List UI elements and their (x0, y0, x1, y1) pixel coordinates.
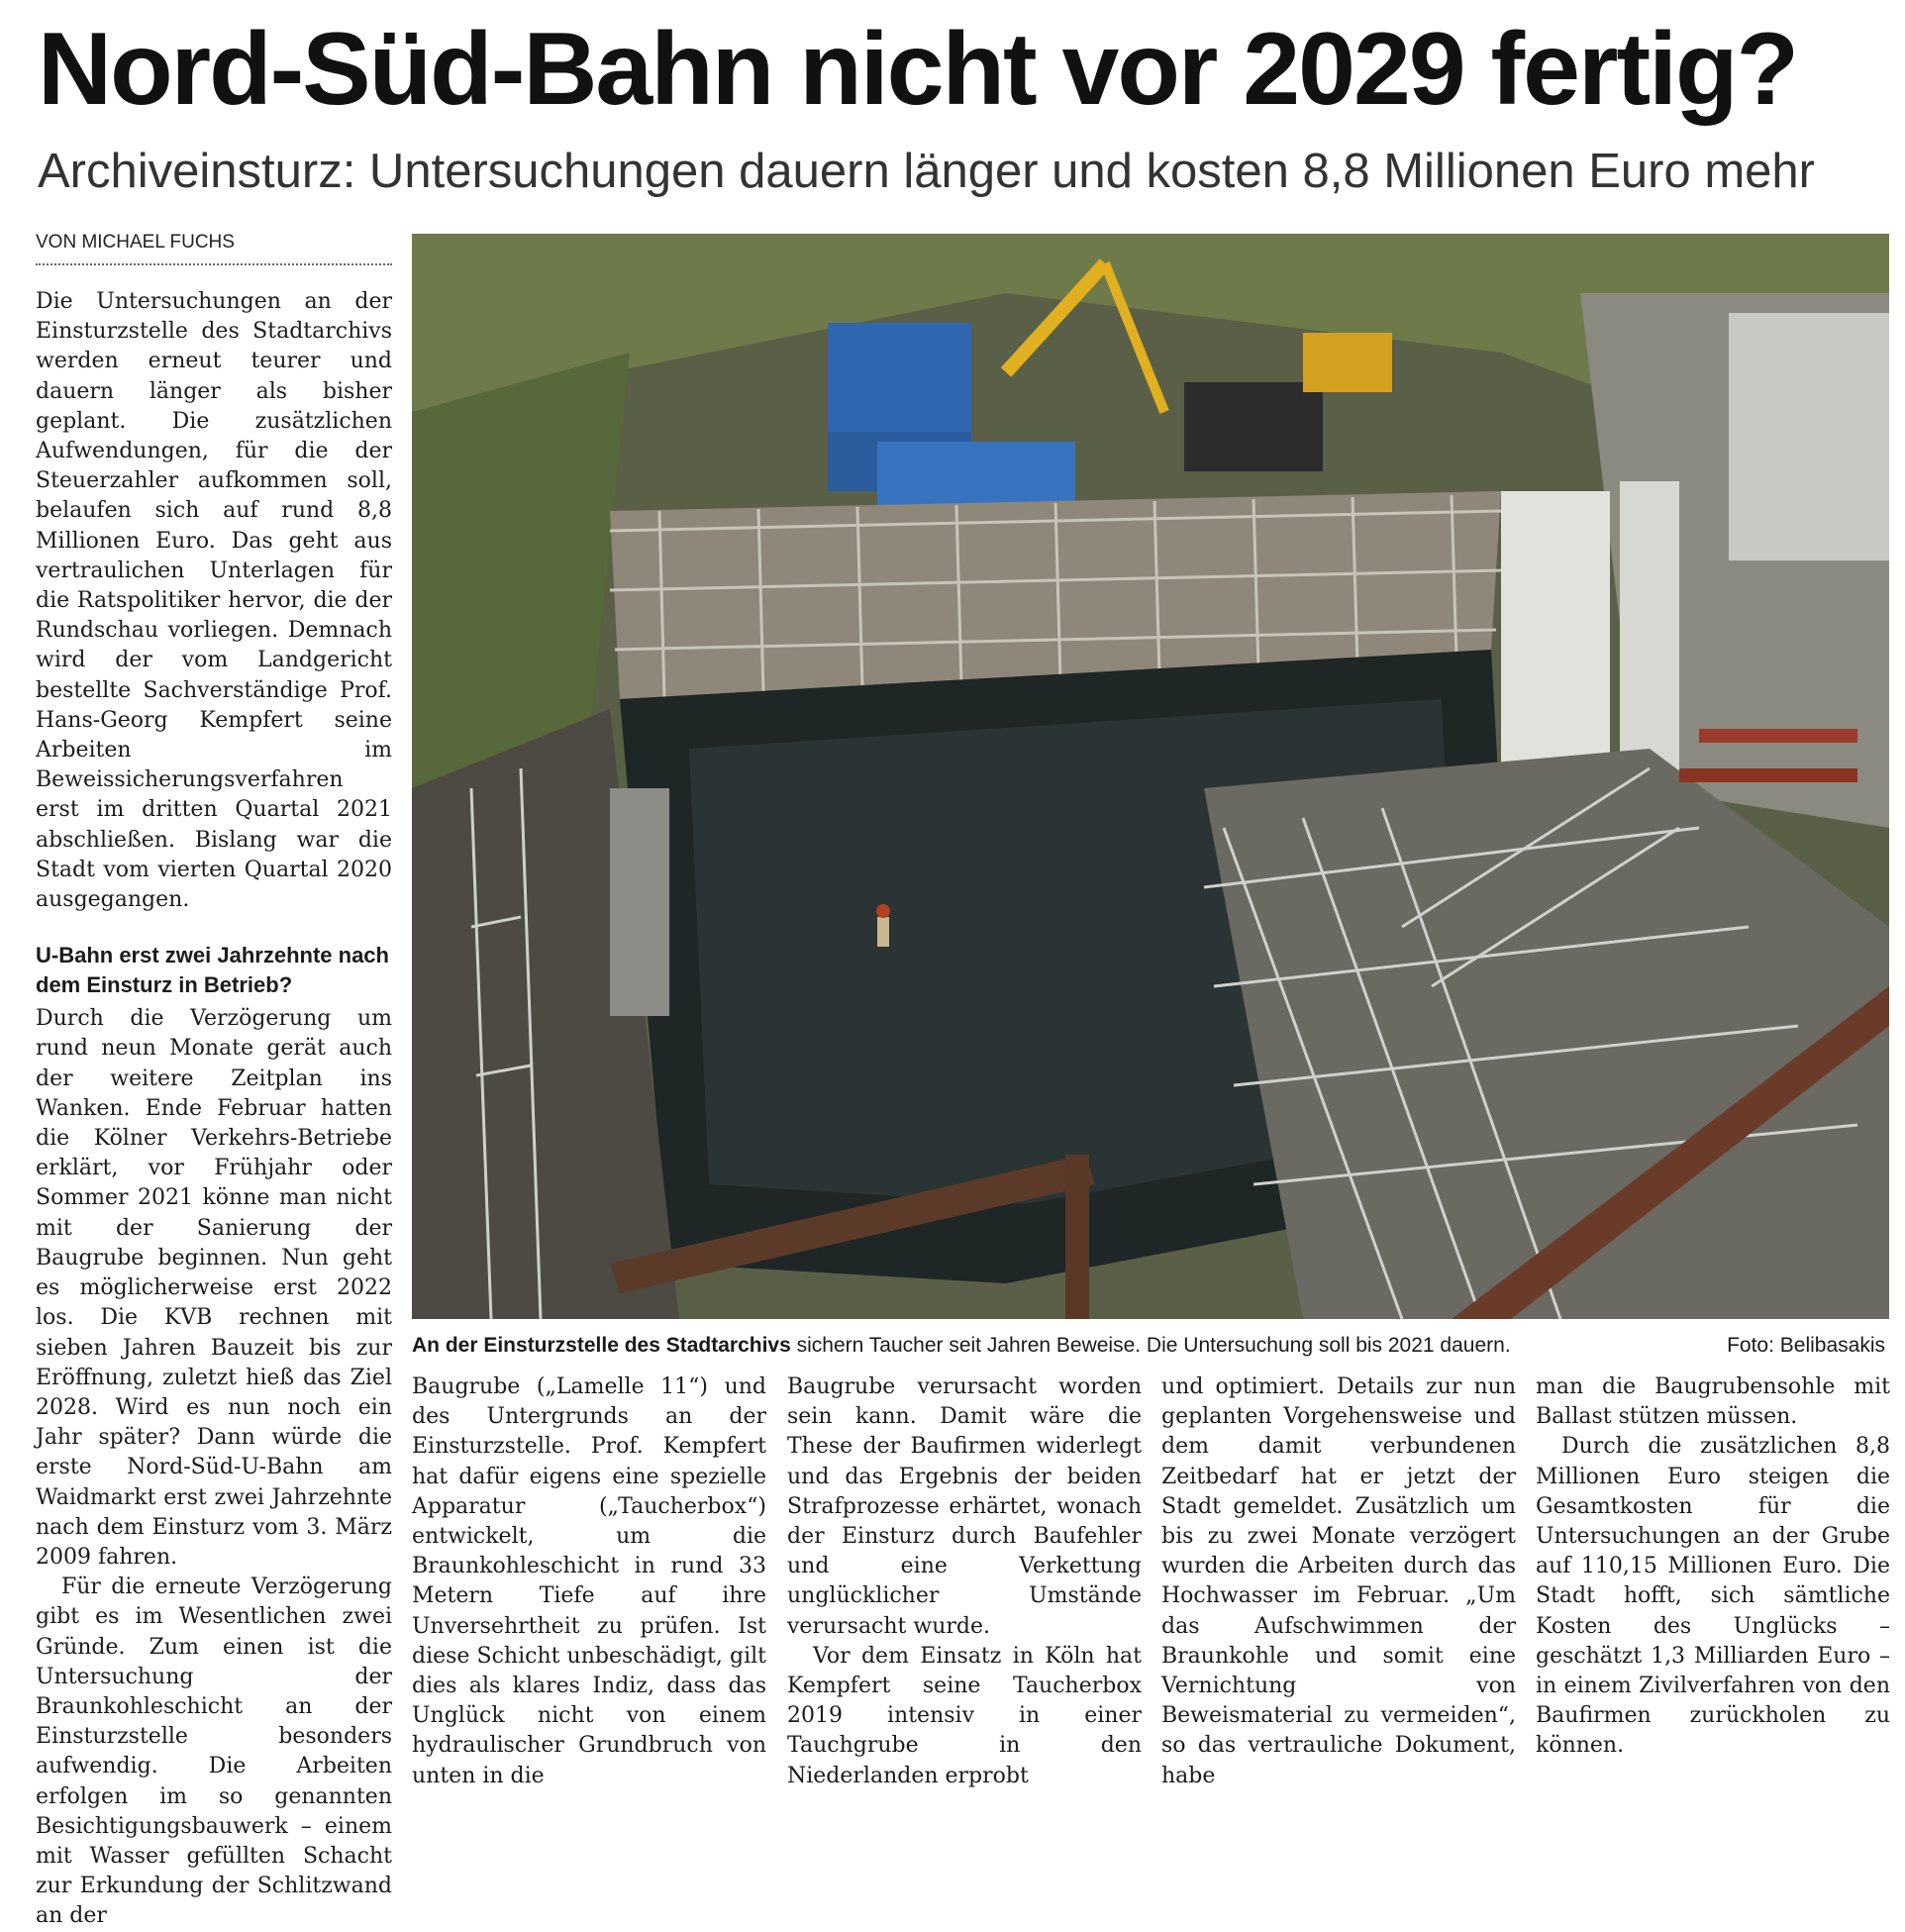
byline: VON MICHAEL FUCHS (36, 230, 392, 265)
article-column-3 (787, 1373, 1142, 1791)
photo-caption (412, 1331, 1889, 1361)
article-column-4 (1161, 1373, 1516, 1791)
article-paragraph: Für die erneute Verzögerung gibt es im Wesentlichen zwei Gründe. Zum einen ist die Untersuchung der Braunkohleschicht an der Einsturzstelle besonders aufwendig. Die Arbeiten erfolgen im so genannten Besichtigungsbauwerk – einem mit Wasser gefüllten Schacht zur Erkundung der Schlitzwand an der (36, 1575, 392, 1929)
article-paragraph: Baugrube („Lamelle 11“) und des Untergrunds an der Einsturzstelle. Prof. Kempfert hat dafür eigens eine spezielle Apparatur („Taucherbox“) entwickelt, um die Braunkohleschicht in rund 33 Metern Tiefe auf ihre Unversehrtheit zu prüfen. Ist diese Schicht unbeschädigt, gilt dies als klares Indiz, dass das Unglück nicht von einem hydraulischer Grundbruch von unten in die (412, 1374, 766, 1788)
article-paragraph: Durch die Verzögerung um rund neun Monate gerät auch der weitere Zeitplan ins Wanken. Ende Februar hatten die Kölner Verkehrs-Betriebe erklärt, vor Frühjahr oder Sommer 2021 könne man nicht mit der Sanierung der Baugrube beginnen. Nun geht es möglicherweise erst 2022 los. Die KVB rechnen mit sieben Jahren Bauzeit bis zur Eröffnung, zuletzt hieß das Ziel 2028. Wird es nun noch ein Jahr später? Dann würde die erste Nord-Süd-U-Bahn am Waidmarkt erst zwei Jahrzehnte nach dem Einsturz vom 3. März 2009 fahren. (36, 1006, 392, 1570)
article-paragraph: Baugrube verursacht worden sein kann. Damit wäre die These der Baufirmen widerlegt und das Ergebnis der beiden Strafprozesse erhärtet, wonach der Einsturz durch Baufehler und eine Verkettung unglücklicher Umstände verursacht wurde. (787, 1374, 1142, 1639)
caption-text: sichern Taucher seit Jahren Beweise. Die Untersuchung soll bis 2021 dauern. (790, 1334, 1511, 1357)
article-column-5 (1536, 1373, 1890, 1762)
article-column-1 (36, 287, 392, 1932)
article-paragraph: und optimiert. Details zur nun geplanten Vorgehensweise und dem damit verbundenen Zeitbedarf hat er jetzt der Stadt gemeldet. Zusätzlich um bis zu zwei Monate verzögert wurden die Arbeiten durch das Hochwasser im Februar. „Um das Aufschwimmen der Braunkohle und somit eine Vernichtung von Beweismaterial zu vermeiden“, so das vertrauliche Dokument, habe (1161, 1374, 1516, 1788)
article-paragraph: Die Untersuchungen an der Einsturzstelle des Stadtarchivs werden erneut teurer und dauern länger als bisher geplant. Die zusätzlichen Aufwendungen, für die der Steuerzahler aufkommen soll, belaufen sich auf rund 8,8 Millionen Euro. Das geht aus vertraulichen Unterlagen für die Ratspolitiker hervor, die der Rundschau vorliegen. Demnach wird der vom Landgericht bestellte Sachverständige Prof. Hans-Georg Kempfert seine Arbeiten im Beweissicherungsverfahren erst im dritten Quartal 2021 abschließen. Bislang war die Stadt vom vierten Quartal 2020 ausgegangen. (36, 289, 392, 913)
headline: Nord-Süd-Bahn nicht vor 2029 fertig? (38, 12, 1798, 127)
article-paragraph: man die Baugrubensohle mit Ballast stützen müssen. (1536, 1374, 1890, 1430)
caption-lead: An der Einsturzstelle des Stadtarchivs (412, 1334, 791, 1357)
photo-credit: Foto: Belibasakis (1727, 1334, 1885, 1357)
article-paragraph: Durch die zusätzlichen 8,8 Millionen Euro steigen die Gesamtkosten für die Untersuchungen an der Grube auf 110,15 Millionen Euro. Die Stadt hofft, sich sämtliche Kosten des Unglücks – geschätzt 1,3 Milliarden Euro – in einem Zivilverfahren von den Baufirmen zurückholen zu können. (1536, 1434, 1890, 1759)
article-paragraph: Vor dem Einsatz in Köln hat Kempfert seine Taucherbox 2019 intensiv in einer Tauchgrube in den Niederlanden erprobt (787, 1643, 1142, 1788)
construction-site-photo (412, 234, 1889, 1319)
article-column-2 (412, 1373, 766, 1791)
subheadline: Archiveinsturz: Untersuchungen dauern länger und kosten 8,8 Millionen Euro mehr (38, 145, 1815, 198)
article-subheading: U-Bahn erst zwei Jahrzehnte nach dem Einsturz in Betrieb? (36, 943, 389, 998)
